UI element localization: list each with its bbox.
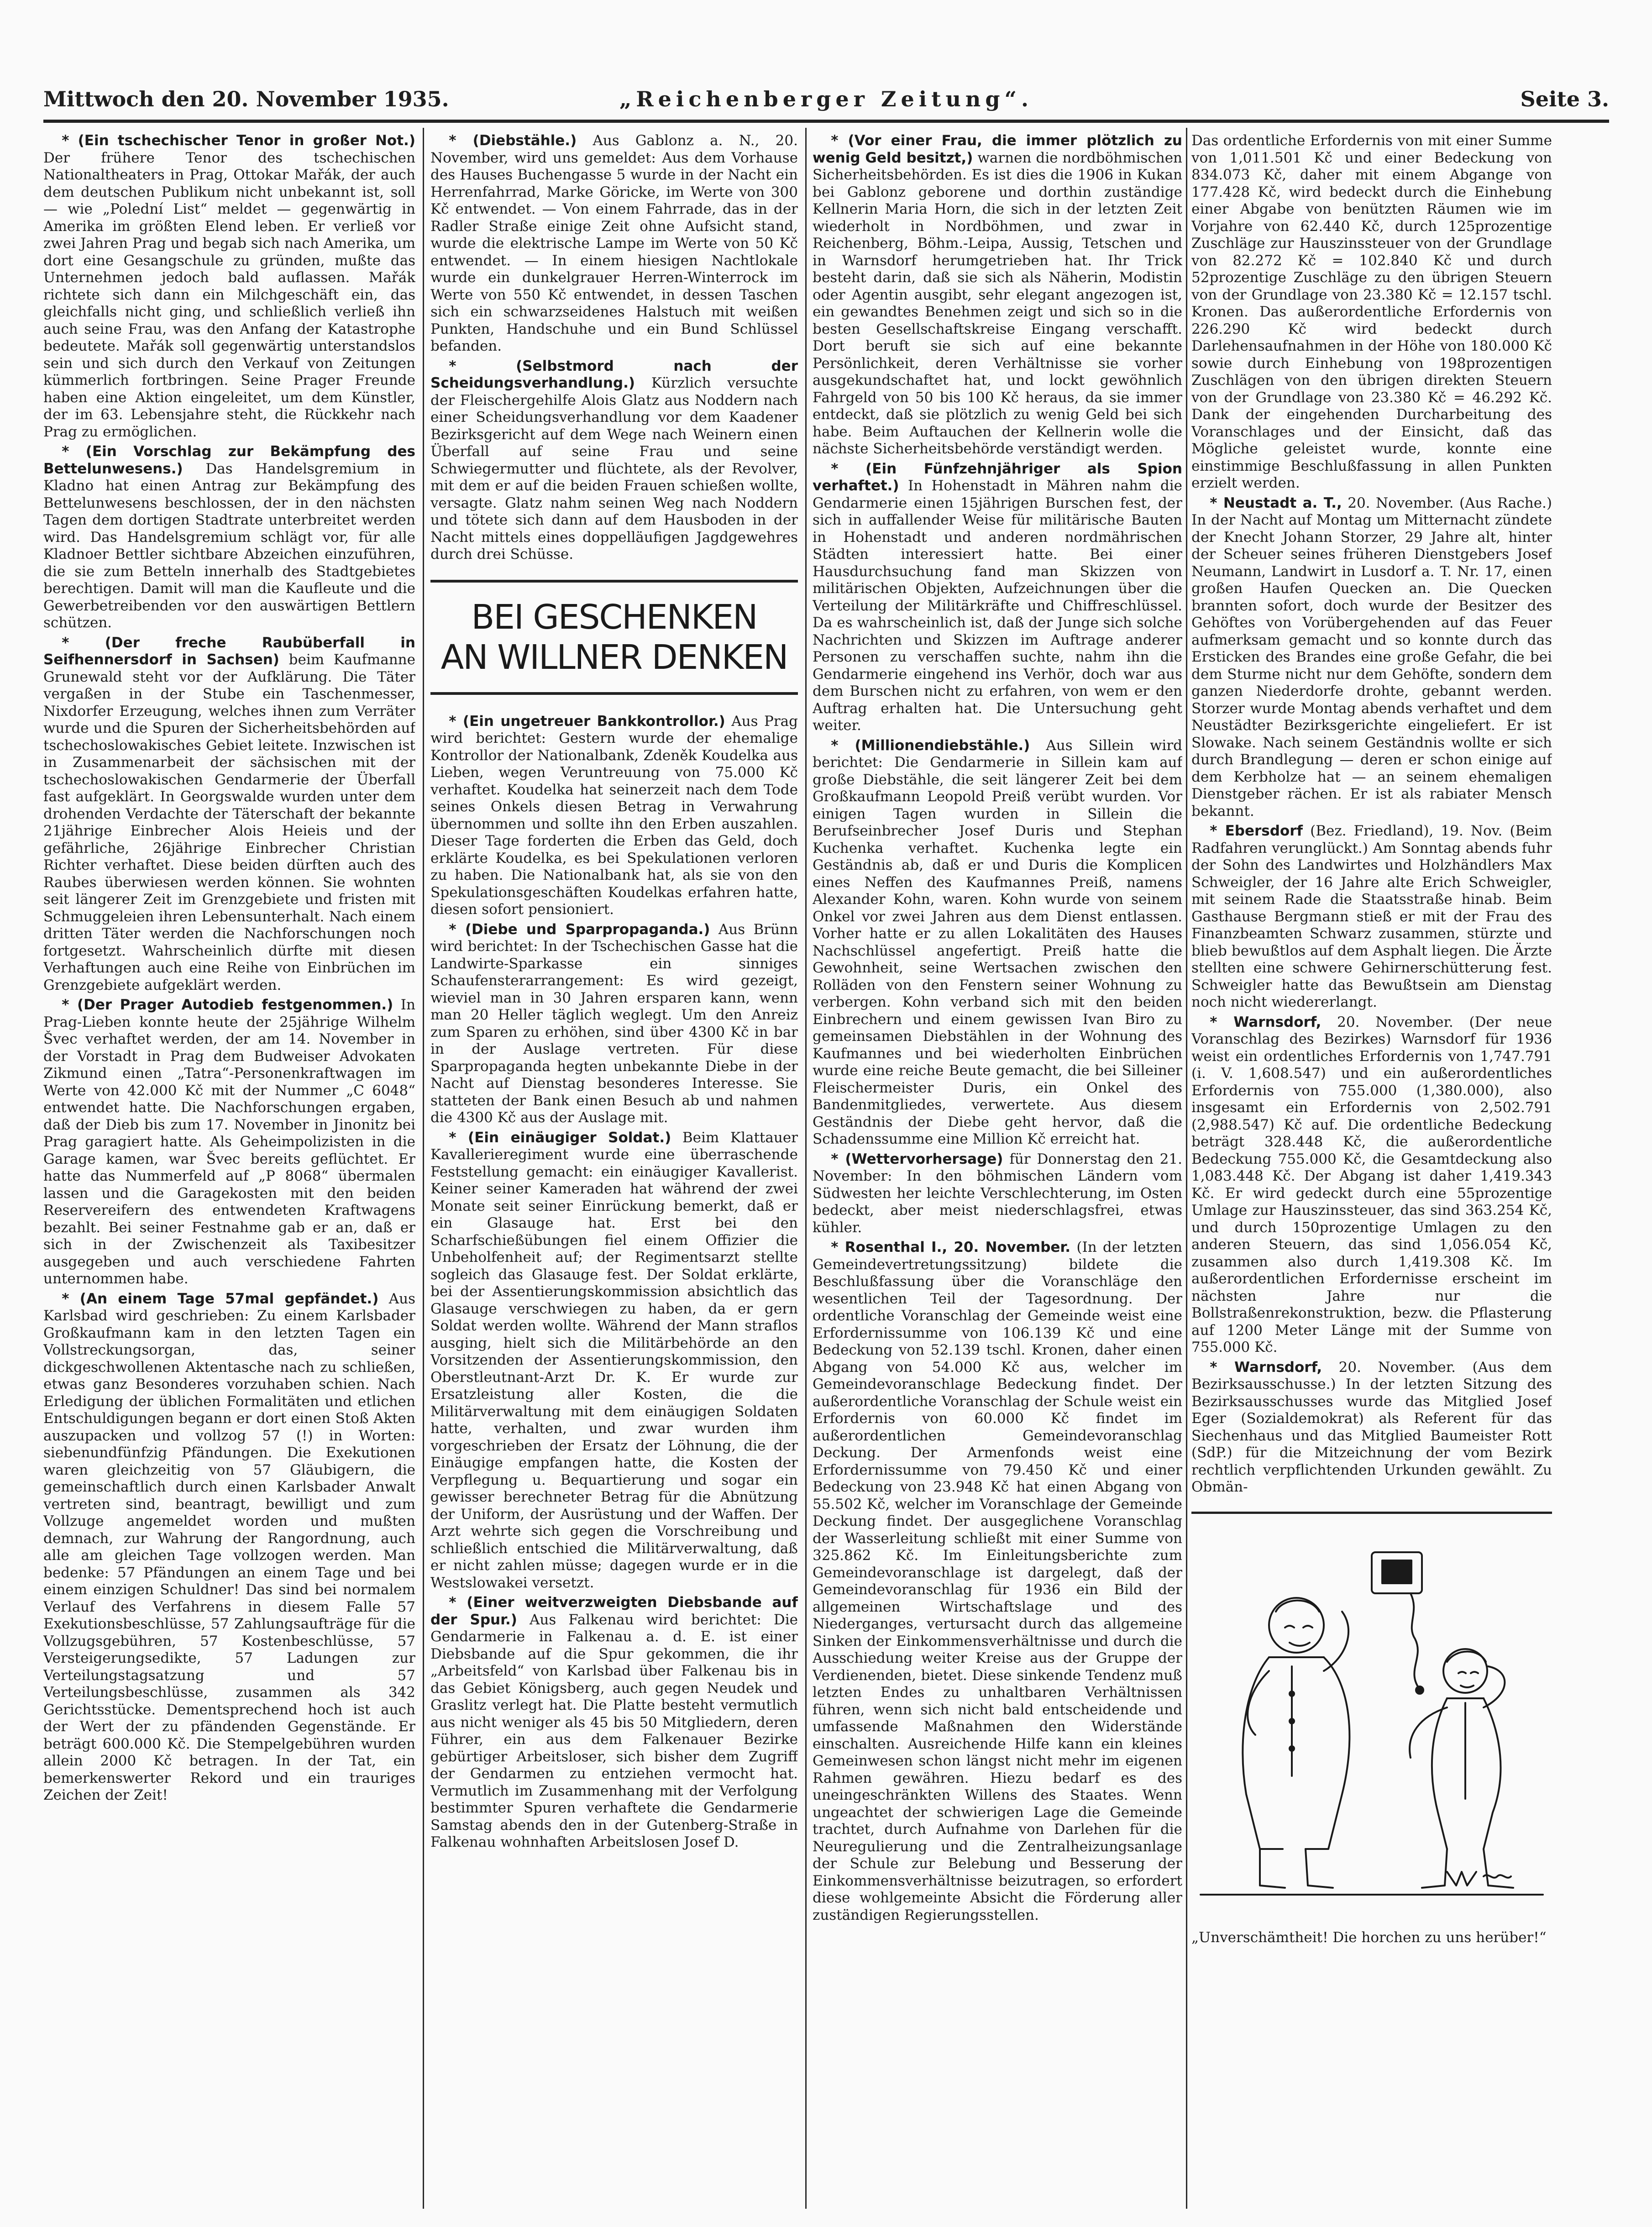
- article-savings-thieves: [430, 921, 798, 1127]
- article-body: Aus Falkenau wird berichtet: Die Gendarmerie in Falkenau a. d. E. ist einer Diebsbande auf die Spur gekommen, die ihr „Arbeitsfeld“ von Karlsbad über Falkenau bis in das Gebiet Königsberg, auch gegen Neudek und Graslitz verlegt hat. Die Platte besteht vermutlich aus nicht weniger als 45 bis 50 Mitgliedern, deren Führer, ein aus dem Falkenauer Bezirke gebürtiger Arbeitsloser, sich bisher dem Zugriff der Gendarmen zu entziehen vermocht hat. Vermutlich im Zusammenhang mit der Verfolgung bestimmter Spuren verhaftete die Gendarmerie Samstag abends den in der Gutenberg-Straße in Falkenau wohnhaften Arbeitslosen Josef D.: [430, 1611, 798, 1850]
- article-headline: * (Der freche Raubüberfall in Seifhennersdorf in Sachsen): [43, 634, 415, 668]
- article-body: 20. November. (Aus dem Bezirksausschusse.) In der letzten Sitzung des Bezirksausschusses wurde das Mitglied Josef Eger (Sozialdemokrat) als Referent für das Siechenhaus und das Mitglied Baumeister Rott (SdP.) für die Mitzeichnung der vom Bezirk rechtlich verpflichtenden Urkunden gewählt. Zu Obmän-: [1191, 1359, 1552, 1495]
- masthead: [43, 87, 1609, 119]
- article-rosenthal: [813, 1239, 1182, 1924]
- article-headline: * Warnsdorf,: [1210, 1359, 1322, 1376]
- article-headline: * (Ein tschechischer Tenor in großer Not.): [62, 132, 415, 149]
- article-headline: * (Diebe und Sparpropaganda.): [449, 921, 710, 938]
- article-headline: * (Einer weitverzweigten Diebsbande auf der Spur.): [430, 1594, 798, 1628]
- cartoon: [1191, 1512, 1552, 1947]
- article-headline: * (Diebstähle.): [449, 132, 577, 149]
- column-1: [43, 132, 415, 2209]
- article-body: Der frühere Tenor des tschechischen Nationaltheaters in Prag, Ottokar Mařák, der auch dem deutschen Publikum nicht unbekannt ist, soll — wie „Polední List“ meldet — gegenwärtig in Amerika im größten Elend leben. Er verließ vor zwei Jahren Prag und begab sich nach Amerika, um dort eine Gesangschule zu gründen, mußte das Unternehmen jedoch bald auflassen. Mařák richtete sich dann ein Milchgeschäft ein, das gleichfalls nicht ging, und schließlich verließ ihn auch seine Frau, was den Anfang der Katastrophe bedeutete. Mařák soll gegenwärtig unterstandslos sein und sich durch den Verkauf von Zeitungen kümmerlich fortbringen. Seine Prager Freunde haben eine Aktion eingeleitet, um dem Künstler, der im 63. Lebensjahre steht, die Rückkehr nach Prag zu ermöglichen.: [43, 149, 415, 440]
- article-headline: * (Ein einäugiger Soldat.): [449, 1129, 671, 1146]
- article-body: Aus Karlsbad wird geschrieben: Zu einem Karlsbader Großkaufmann kam in den letzten Tagen ein Vollstreckungsorgan, das, seiner dickgeschwollenen Aktentasche nach zu schließen, etwas ganz Besonderes vorzuhaben schien. Nach Erledigung der üblichen Formalitäten und etlichen Entschuldigungen begann er dort einen Stoß Akten auszupacken und vollzog 57 (!) in Worten: siebenundfünfzig Pfändungen. Die Exekutionen waren gleichzeitig von 57 Gläubigern, die gemeinschaftlich durch einen Karlsbader Anwalt vertreten sind, beantragt, bewilligt und zum Vollzuge angemeldet worden und mußten demnach, zur Wahrung der Rangordnung, auch alle am gleichen Tage vollzogen werden. Man bedenke: 57 Pfändungen an einem Tage und bei einem einzigen Schuldner! Das sind bei normalem Verlauf des Verfahrens in diesem Falle 57 Exekutionsbeschlüsse, 57 Zahlungsaufträge für die Vollzugsgebühren, 57 Kostenbeschlüsse, 57 Versteigerungsedikte, 57 Ladungen zur Verteilungstagsatzung und 57 Verteilungsbeschlüsse, zusammen als 342 Gerichtsstücke. Dementsprechend hoch ist auch der Wert der zu pfändenden Gegenstände. Er beträgt 600.000 Kč. Die Stempelgebühren wurden allein 2000 Kč betragen. In der Tat, ein bemerkenswerter Rekord und ein trauriges Zeichen der Zeit!: [43, 1290, 415, 1803]
- article-thefts-gablonz: [430, 132, 798, 355]
- article-57-seizures: [43, 1291, 415, 1804]
- article-headline: * (Millionendiebstähle.): [831, 737, 1030, 754]
- newspaper-title: „Reichenberger Zeitung“.: [619, 87, 1033, 111]
- column-rule: [1186, 128, 1187, 2209]
- article-bank-controller: [430, 713, 798, 919]
- article-body: warnen die nordböhmischen Sicherheitsbehörden. Es ist dies die 1906 in Kukan bei Gablonz geborene und dorthin zuständige Kellnerin Maria Horn, die sich in der letzten Zeit wiederholt in Nordböhmen, und zwar in Reichenberg, Böhm.-Leipa, Aussig, Tetschen und in Warnsdorf herumgetrieben hat. Ihr Trick besteht darin, daß sie sich als Näherin, Modistin oder Agentin ausgibt, sehr elegant angezogen ist, ein gewandtes Benehmen zeigt und sich so in die besten Gesellschaftskreise Eingang verschafft. Dort beruft sie sich auf eine bekannte Persönlichkeit, deren Verhältnisse sie vorher ausgekundschaftet hat, und lockt gewöhnlich Fahrgeld von 50 bis 100 Kč heraus, da sie immer entdeckt, daß sie plötzlich zu wenig Geld bei sich habe. Beim Auftauchen der Kellnerin wolle die nächste Sicherheitsbehörde verständigt werden.: [813, 149, 1182, 457]
- article-robbery-seifhennersdorf: [43, 635, 415, 994]
- column-2: [430, 132, 798, 2209]
- masthead-rule: [43, 120, 1609, 123]
- article-budget-continued: [1191, 132, 1552, 492]
- article-headline: * (Der Prager Autodieb festgenommen.): [62, 997, 393, 1013]
- article-headline: * (Ein Vorschlag zur Bekämpfung des Bettelunwesens.): [43, 443, 415, 477]
- article-car-thief: [43, 997, 415, 1288]
- article-headline: * (Vor einer Frau, die immer plötzlich zu wenig Geld besitzt,): [813, 132, 1182, 166]
- article-thief-gang: [430, 1594, 798, 1851]
- article-woman-warning: [813, 132, 1182, 458]
- article-teen-spy: [813, 461, 1182, 735]
- column-3: [813, 132, 1182, 2209]
- article-headline: * (Selbstmord nach der Scheidungsverhandlung.): [430, 357, 798, 391]
- article-ebersdorf: [1191, 823, 1552, 1011]
- cartoon-illustration: [1191, 1520, 1552, 1922]
- article-suicide: [430, 358, 798, 563]
- ad-line: AN WILLNER DENKEN: [441, 637, 788, 677]
- ad-line: BEI GESCHENKEN: [471, 597, 757, 637]
- willner-advertisement: [430, 580, 798, 695]
- article-headline: * (Wettervorhersage): [831, 1150, 1003, 1167]
- article-headline: * (An einem Tage 57mal gepfändet.): [62, 1290, 379, 1307]
- column-rule: [805, 128, 807, 2209]
- article-million-thefts: [813, 737, 1182, 1148]
- article-headline: * Neustadt a. T.,: [1210, 494, 1342, 511]
- article-body: Beim Klattauer Kavallerieregiment wurde eine überraschende Feststellung gemacht: ein einäugiger Kavallerist. Keiner seiner Kameraden hat während der zwei Monate seit seiner Einrückung bemerkt, daß er ein Glasauge hat. Erst bei den Scharfschießübungen fiel einem Offizier die Unbeholfenheit auf; der Regimentsarzt stellte sogleich das Glasauge fest. Der Soldat erklärte, bei der Assentierungskommission absichtlich das Glasauge verschwiegen zu haben, da er gern Soldat werden wollte. Während der Mann straflos ausging, hielt sich die Militärbehörde an den Vorsitzenden der Assentierungskommission, den Oberstleutnant-Arzt Dr. K. Er wurde zur Ersatzleistung aller Kosten, die die Militärverwaltung mit dem einäugigen Soldaten hatte, verhalten, und zwar wurden ihm vorgeschrieben der Ersatz der Löhnung, die der Einäugige empfangen hatte, die Kosten der Verpflegung u. Bequartierung und sogar ein gewisser berechneter Betrag für die Abnützung der Uniform, der Ausrüstung und der Waffen. Der Arzt wehrte sich gegen die Vorschreibung und schließlich entschied die Militärverwaltung, daß er nicht zahlen müsse; dagegen wurde er in die Westslowakei versetzt.: [430, 1129, 798, 1591]
- cartoon-caption: „Unverschämtheit! Die horchen zu uns herüber!“: [1191, 1929, 1547, 1946]
- article-body: Kürzlich versuchte der Fleischergehilfe Alois Glatz aus Noddern nach einer Scheidungsverhandlung vor dem Kaadener Bezirksgericht auf dem Wege nach Weinern einen Überfall auf seine Frau und seine Schwiegermutter und flüchtete, als der Revolver, mit dem er auf die beiden Frauen schießen wollte, versagte. Glatz nahm seinen Weg nach Noddern und tötete sich dann auf dem Hausboden in der Nacht mittels eines doppelläufigen Jagdgewehres durch drei Schüsse.: [430, 375, 798, 562]
- article-body: Aus Gablonz a. N., 20. November, wird uns gemeldet: Aus dem Vorhause des Hauses Buchengasse 5 wurde in der Nacht ein Herrenfahrrad, Marke Göricke, im Werte von 300 Kč entwendet. — Von einem Fahrrade, das in der Radler Straße einige Zeit ohne Aufsicht stand, wurde die elektrische Lampe im Werte von 50 Kč entwendet. — In einem hiesigen Nachtlokale wurde ein dunkelgrauer Herren-Winterrock im Werte von 550 Kč entwendet, in dessen Taschen sich ein schwarzseidenes Halstuch mit weißen Punkten, Handschuhe und ein Bund Schlüssel befanden.: [430, 132, 798, 354]
- article-body: (Bez. Friedland), 19. Nov. (Beim Radfahren verunglückt.) Am Sonntag abends fuhr der Sohn des Landwirtes und Holzhändlers Max Schweigler, der 16 Jahre alte Erich Schweigler, mit seinem Rade die Staatsstraße hinab. Beim Gasthause Bergmann stieß er mit der Frau des Finanzbeamten Schwarz zusammen, stürzte und blieb bewußtlos auf dem Asphalt liegen. Die Ärzte stellten eine schwere Gehirnerschütterung fest. Schweigler hatte das Bewußtsein am Dienstag noch nicht wiedererlangt.: [1191, 823, 1552, 1010]
- article-body: In Hohenstadt in Mähren nahm die Gendarmerie einen 15jährigen Burschen fest, der sich in auffallender Weise für militärische Bauten in Hohenstadt und anderen nordmährischen Städten interessiert hatte. Bei einer Hausdurchsuchung fand man Skizzen von militärischen Objekten, Aufzeichnungen über die Verteilung der Militärkräfte und Chiffreschlüssel. Da es wahrscheinlich ist, daß der Junge sich solche Nachrichten und Skizzen im Auftrage anderer Personen zu verschaffen suchte, nahm ihn die Gendarmerie eingehend ins Verhör, doch war aus dem Burschen nicht zu erfahren, von wem er den Auftrag erhalten hat. Die Untersuchung geht weiter.: [813, 478, 1182, 734]
- column-4: [1191, 132, 1552, 2209]
- column-rule: [423, 128, 424, 2209]
- article-body: In Prag-Lieben konnte heute der 25jährige Wilhelm Švec verhaftet werden, der am 14. November in der Vorstadt in Prag dem Budweiser Advokaten Zikmund einen „Tatra“-Personenkraftwagen im Werte von 42.000 Kč mit der Nummer „C 6048“ entwendet hatte. Die Nachforschungen ergaben, daß der Dieb bis zum 17. November in Jinonitz bei Prag garagiert hatte. Als Geheimpolizisten in die Garage kamen, war Švec bereits geflüchtet. Er hatte das Nummerfeld auf „P 8068“ übermalen lassen und die Garagekosten mit den beiden Reservereifern des entwendeten Kraftwagens bezahlt. Bei seiner Festnahme gab er an, daß er sich in der Zwischenzeit als Taxibesitzer ausgegeben und auch verschiedene Fahrten unternommen habe.: [43, 997, 415, 1287]
- article-body: Das Handelsgremium in Kladno hat einen Antrag zur Bekämpfung des Bettelunwesens beschlossen, der in den nächsten Tagen dem dortigen Stadtrate unterbreitet werden wird. Das Handelsgremium schlägt vor, für alle Kladnoer Bettler sichtbare Abzeichen einzuführen, die sie zum Betteln innerhalb des Stadtgebietes berechtigen. Damit will man die Kaufleute und die Gewerbetreibenden vor den auswärtigen Bettlern schützen.: [43, 460, 415, 631]
- article-body: Aus Prag wird berichtet: Gestern wurde der ehemalige Kontrollor der Nationalbank, Zdeněk Koudelka aus Lieben, wegen Veruntreuung von 75.000 Kč verhaftet. Koudelka hat seinerzeit nach dem Tode seines Onkels diesen Betrag in Verwahrung übernommen und sollte ihn den Erben auszahlen. Dieser Tage forderten die Erben das Geld, doch erklärte Koudelka, es bei Spekulationen verloren zu haben. Die Nationalbank hat, als sie von den Spekulationsgeschäften Koudelkas erfahren hatte, diesen sofort pensioniert.: [430, 713, 798, 918]
- article-weather: [813, 1151, 1182, 1237]
- article-one-eyed-soldier: [430, 1129, 798, 1592]
- article-headline: * Ebersdorf: [1210, 823, 1303, 839]
- article-headline: * Warnsdorf,: [1210, 1014, 1322, 1030]
- article-body: Aus Sillein wird berichtet: Die Gendarmerie in Sillein kam auf große Diebstähle, die seit längerer Zeit bei dem Großkaufmann Leopold Preiß verübt wurden. Vor einigen Tagen wurden in Sillein die Berufseinbrecher Josef Duris und Stephan Kuchenka verhaftet. Kuchenka legte ein Geständnis ab, daß er und Duris die Komplicen eines Neffen des Kaufmannes Preiß, namens Alexander Kohn, waren. Kohn wurde von seinem Onkel vor zwei Jahren aus dem Dienst entlassen. Vorher hatte er zu allen Lokalitäten des Hauses Nachschlüssel angefertigt. Preiß hatte die Gewohnheit, seine Wertsachen zwischen den Rolläden von den Fenstern seiner Wohnung zu verbergen. Kohn verband sich mit den beiden Einbrechern und einem gewissen Ivan Biro zu gemeinsamen Diebstählen in der Wohnung des Kaufmannes und bei wiederholten Einbrüchen wurde eine reiche Beute gemacht, die bei Silleiner Fleischermeister Duris, ein Onkel des Bandenmitgliedes, verwertete. Aus diesem Geständnis der Diebe geht hervor, daß die Schadenssumme eine Million Kč erreicht hat.: [813, 737, 1182, 1147]
- issue-date: Mittwoch den 20. November 1935.: [43, 87, 449, 111]
- article-body: 20. November. (Aus Rache.) In der Nacht auf Montag um Mitternacht zündete der Knecht Johann Storzer, 29 Jahre alt, hinter der Scheuer seines früheren Dienstgebers Josef Neumann, Landwirt in Lusdorf a. T. Nr. 17, einen großen Haufen Quecken an. Die Quecken brannten sofort, doch wurde der Besitzer des Gehöftes von Vorübergehenden auf das Feuer aufmerksam gemacht und so konnte durch das Ersticken des Brandes eine große Gefahr, die bei dem Sturme nicht nur dem Gehöfte, sondern dem ganzen Niederdorfe drohte, gebannt werden. Storzer wurde Montag abends verhaftet und dem Neustädter Bezirksgerichte eingeliefert. Er ist Slowake. Nach seinem Geständnis wollte er sich durch Brandlegung — deren er schon einige auf dem Kerbholze hat — an seinem ehemaligen Dienstgeber rächen. Er ist als rabiater Mensch bekannt.: [1191, 494, 1552, 819]
- article-begging-proposal: [43, 443, 415, 632]
- article-headline: * Rosenthal I., 20. November.: [831, 1239, 1071, 1255]
- article-body: (In der letzten Gemeindevertretungssitzung) bildete die Beschlußfassung über die Voranschläge den wesentlichen Teil der Tagesordnung. Der ordentliche Voranschlag der Gemeinde weist eine Erfordernissumme von 106.139 Kč und eine Bedeckung von 52.139 tschl. Kronen, daher einen Abgang von 54.000 Kč aus, welcher im Gemeindevoranschlage Bedeckung findet. Der außerordentliche Voranschlag der Schule weist ein Erfordernis von 60.000 Kč findet im außerordentlichen Gemeindevoranschlag Deckung. Der Armenfonds weist eine Erfordernissumme von 79.450 Kč und einer Bedeckung von 23.948 Kč hat einen Abgang von 55.502 Kč, welcher im Voranschlage der Gemeinde Deckung findet. Der ausgeglichene Voranschlag der Wasserleitung schließt mit einer Summe von 325.862 Kč. Im Einleitungsberichte zum Gemeindevoranschlage ist dargelegt, daß der Gemeindevoranschlag für 1936 ein Bild der allgemeinen Wirtschaftslage und des Niederganges, vertursacht durch das allgemeine Sinken der Einkommensverhältnisse und durch die Ausschiedung weiter Kreise aus der Gruppe der Verdienenden, bietet. Diese sinkende Tendenz muß letzten Endes zu unhaltbaren Verhältnissen führen, wenn sich nicht bald entscheidende und umfassende Maßnahmen den Widerstände einschalten. Ausreichende Hilfe kann ein kleines Gemeinwesen schon längst nicht mehr im eigenen Rahmen gewähren. Hiezu bedarf es des uneingeschränkten Willens des Staates. Wenn ungeachtet der schwierigen Lage die Gemeinde trachtet, durch Aufnahme von Darlehen für die Neuregulierung und die Zentralheizungsanlage der Schule zur Belebung und Besserung der Einkommensverhältnisse beizutragen, so erfordert diese wohlgemeinte Absicht die Förderung aller zuständigen Regierungsstellen.: [813, 1239, 1182, 1923]
- article-body: Aus Brünn wird berichtet: In der Tschechischen Gasse hat die Landwirte-Sparkasse ein sinniges Schaufensterarrangement: Es wird gezeigt, wieviel man in 30 Jahren ersparen kann, wenn man 20 Heller täglich weglegt. Um den Anreiz zum Sparen zu erhöhen, sind über 4300 Kč in bar in der Auslage vertreten. Für diese Sparpropaganda hegten unbekannte Diebe in der Nacht auf Dienstag besonderes Interesse. Sie statteten der Bank einen Besuch ab und nahmen die 4300 Kč aus der Auslage mit.: [430, 921, 798, 1126]
- article-headline: * (Ein Fünfzehnjähriger als Spion verhaftet.): [813, 460, 1182, 494]
- article-body: beim Kaufmanne Grunewald steht vor der Aufklärung. Die Täter vergaßen in der Stube ein Taschenmesser, Nixdorfer Erzeugung, welches ihnen zum Verräter wurde und die Spuren der Sicherheitsbehörden auf tschechoslowakisches Gebiet leitete. Inzwischen ist in Zusammenarbeit der sächsischen mit der tschechoslowakischen Gendarmerie der Überfall fast aufgeklärt. In Georgswalde wurden unter dem drohenden Verdachte der Täterschaft der bekannte 21jährige Einbrecher Alois Heieis und der gefährliche, 26jährige Einbrecher Christian Richter verhaftet. Diese beiden dürften auch des Raubes überwiesen werden können. Sie wohnten seit längerer Zeit im Grenzgebiete und fristen mit Schmuggeleien ihren Lebensunterhalt. Nach einem dritten Täter werden die Nachforschungen noch fortgesetzt. Wahrscheinlich dürfte mit diesen Verhaftungen auch eine Reihe von Einbrüchen im Grenzgebiete aufgeklärt werden.: [43, 651, 415, 993]
- article-headline: * (Ein ungetreuer Bankkontrollor.): [449, 713, 725, 730]
- article-neustadt: [1191, 495, 1552, 820]
- article-czech-tenor: [43, 132, 415, 441]
- article-warnsdorf-committee: [1191, 1359, 1552, 1496]
- article-body: 20. November. (Der neue Voranschlag des Bezirkes) Warnsdorf für 1936 weist ein ordentliches Erfordernis von 1,747.791 (i. V. 1,608.547) und ein außerordentliches Erfordernis von 755.000 (1,380.000), also insgesamt ein Erfordernis von 2,502.791 (2,988.547) Kč auf. Die ordentliche Bedeckung beträgt 328.448 Kč, die außerordentliche Bedeckung 755.000 Kč, die Gesamtdeckung also 1,083.448 Kč. Der Abgang ist daher 1,419.343 Kč. Er wird gedeckt durch eine 55prozentige Umlage zur Hauszinssteuer, das sind 363.254 Kč, und durch 150prozentige Umlagen zu den anderen Steuern, das sind 1,056.054 Kč, zusammen also durch 1,419.308 Kč. Im außerordentlichen Erfordernisse erscheint im nächsten Jahre nur die Bollstraßenrekonstruktion, bezw. die Pflasterung auf 1200 Meter Länge mit der Summe von 755.000 Kč.: [1191, 1014, 1552, 1355]
- article-body: Das ordentliche Erfordernis von mit einer Summe von 1,011.501 Kč und einer Bedeckung von 834.073 Kč, daher mit einem Abgange von 177.428 Kč, wird bedeckt durch die Einhebung einer Abgabe von benützten Räumen wie im Vorjahre von 62.440 Kč, durch 125prozentige Zuschläge zur Hauszinssteuer von der Grundlage von 82.272 Kč = 102.840 Kč und durch 52prozentige Zuschläge zu den übrigen Steuern von der Grundlage von 23.380 Kč = 12.157 tschl. Kronen. Das außerordentliche Erfordernis von 226.290 Kč wird bedeckt durch Darlehensaufnahmen in der Höhe von 180.000 Kč sowie durch Einhebung von 198prozentigen Zuschlägen von den übrigen direkten Steuern von der Grundlage von 23.380 Kč = 46.292 Kč. Dank der eingehenden Durcharbeitung des Voranschlages und der Einsicht, daß das Mögliche geleistet wurde, konnte eine einstimmige Beschlußfassung in allen Punkten erzielt werden.: [1191, 132, 1552, 491]
- page-number: Seite 3.: [1520, 87, 1609, 111]
- article-warnsdorf-budget: [1191, 1014, 1552, 1356]
- article-body: für Donnerstag den 21. November: In den böhmischen Ländern vom Südwesten her leichte Verschlechterung, im Osten bedeckt, aber meist niederschlagsfrei, etwas kühler.: [813, 1150, 1182, 1236]
